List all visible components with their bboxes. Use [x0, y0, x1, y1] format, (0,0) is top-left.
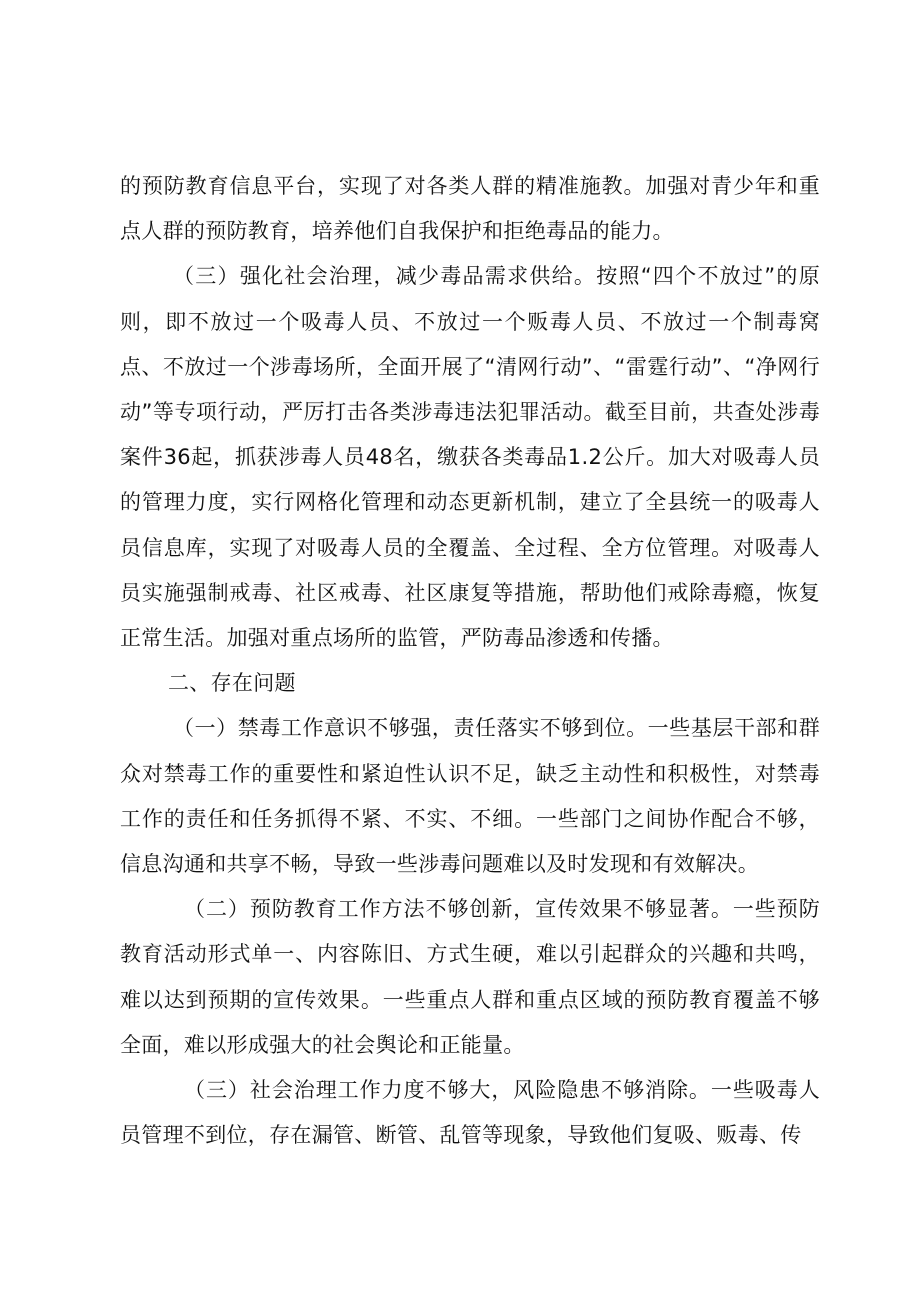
paragraph-problem-prevention-methods: （二）预防教育工作方法不够创新，宣传效果不够显著。一些预防教育活动形式单一、内容陈旧、方式生硬，难以引起群众的兴趣和共鸣，难以达到预期的宣传效果。一些重点人群和重点区域的预防教育覆盖不够全面，难以形成强大的社会舆论和正能量。 — [120, 897, 820, 1057]
paragraph-social-governance: （三）强化社会治理，减少毒品需求供给。按照“四个不放过”的原则，即不放过一个吸毒人员、不放过一个贩毒人员、不放过一个制毒窝点、不放过一个涉毒场所，全面开展了“清网行动”、“雷霆行动”、“净网行动”等专项行动，严厉打击各类涉毒违法犯罪活动。截至目前，共查处涉毒案件36起，抓获涉毒人员48名，缴获各类毒品1.2公斤。加大对吸毒人员的管理力度，实行网格化管理和动态更新机制，建立了全县统一的吸毒人员信息库，实现了对吸毒人员的全覆盖、全过程、全方位管理。对吸毒人员实施强制戒毒、社区戒毒、社区康复等措施，帮助他们戒除毒瘾，恢复正常生活。加强对重点场所的监管，严防毒品渗透和传播。 — [120, 264, 820, 651]
paragraph-prevention-platform: 的预防教育信息平台，实现了对各类人群的精准施教。加强对青少年和重点人群的预防教育，培养他们自我保护和拒绝毒品的能力。 — [120, 174, 820, 244]
paragraph-problem-governance: （三）社会治理工作力度不够大，风险隐患不够消除。一些吸毒人员管理不到位，存在漏管、断管、乱管等现象，导致他们复吸、贩毒、传 — [120, 1078, 820, 1148]
paragraph-problem-awareness: （一）禁毒工作意识不够强，责任落实不够到位。一些基层干部和群众对禁毒工作的重要性和紧迫性认识不足，缺乏主动性和积极性，对禁毒工作的责任和任务抓得不紧、不实、不细。一些部门之间协作配合不够，信息沟通和共享不畅，导致一些涉毒问题难以及时发现和有效解决。 — [120, 716, 820, 877]
document-body — [120, 164, 820, 1158]
section-heading-existing-problems: 二、存在问题 — [168, 671, 296, 696]
